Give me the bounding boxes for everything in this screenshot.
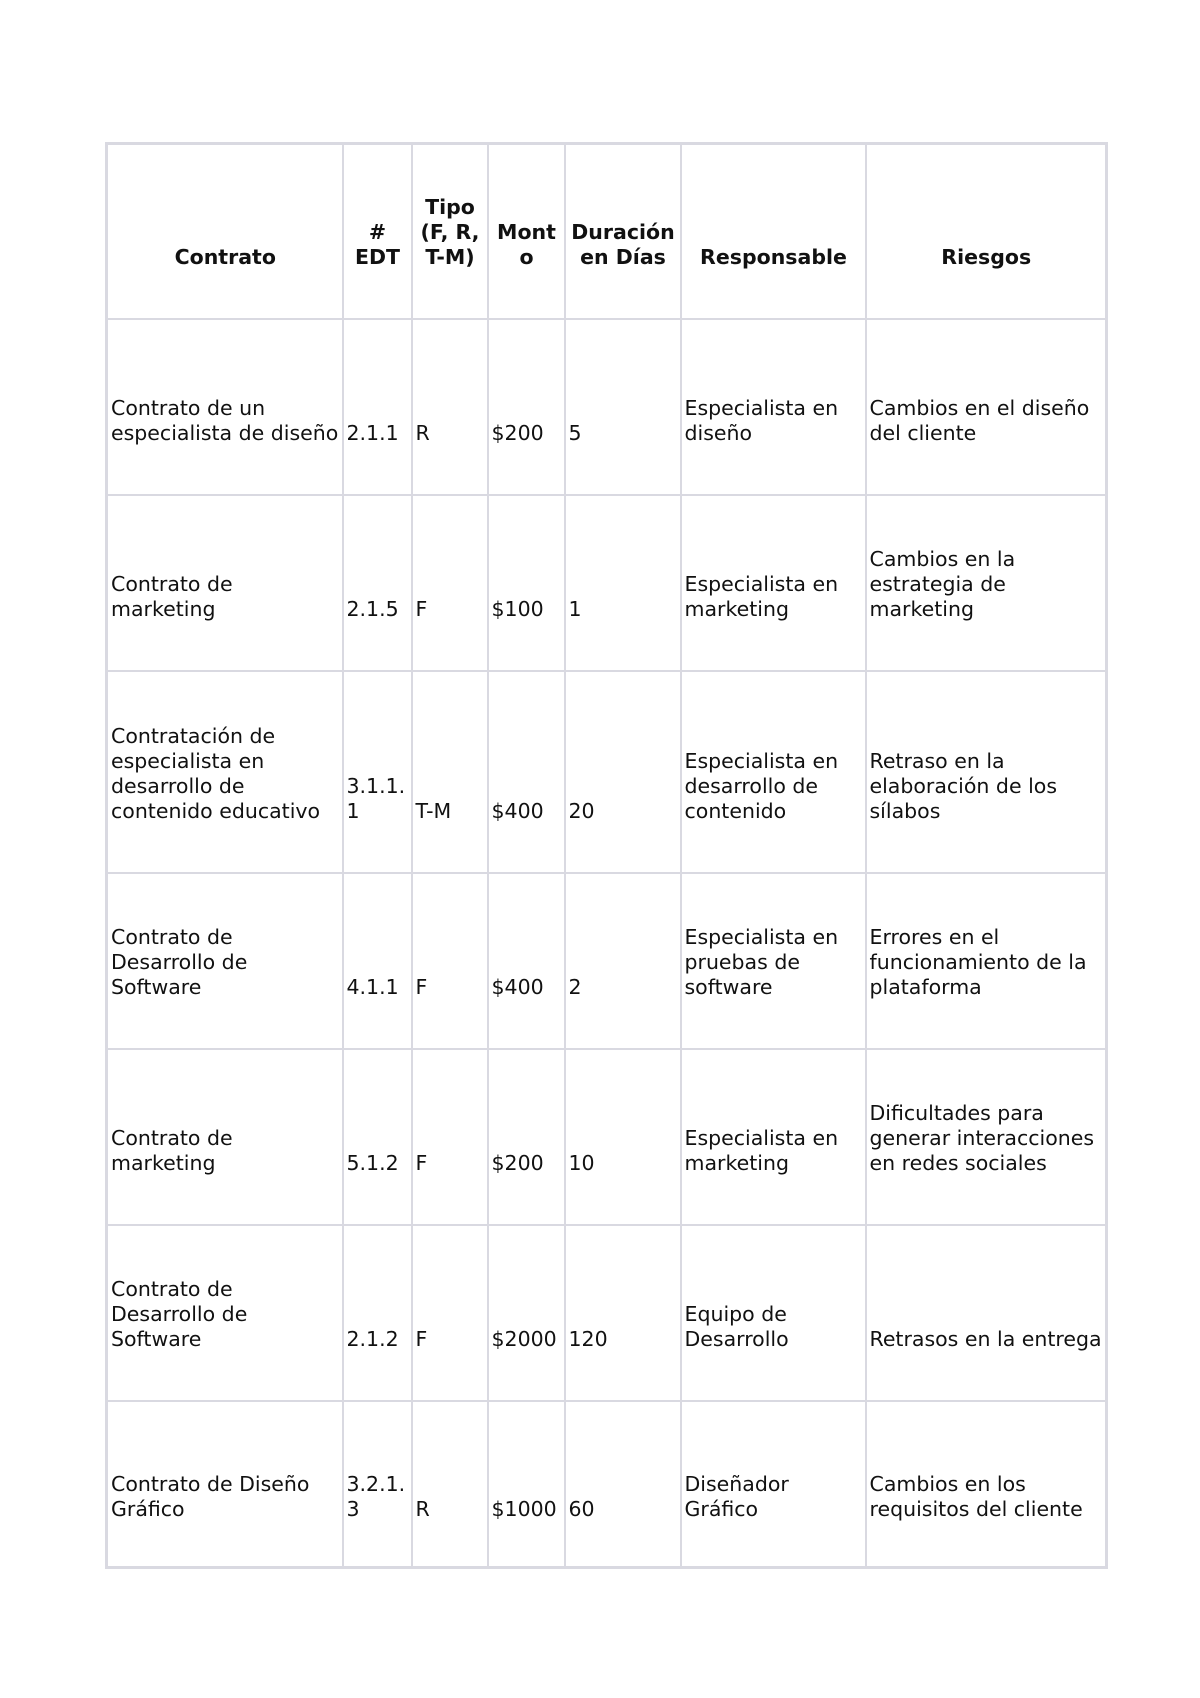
- cell-duracion: 120: [565, 1225, 681, 1401]
- cell-edt: 3.1.1.1: [343, 671, 412, 873]
- cell-edt: 2.1.5: [343, 495, 412, 671]
- cell-monto: $200: [488, 319, 565, 495]
- cell-tipo: F: [412, 1225, 488, 1401]
- cell-contrato: Contrato de Desarrollo de Software: [107, 1225, 343, 1401]
- cell-duracion: 1: [565, 495, 681, 671]
- header-row: [107, 144, 1107, 320]
- cell-contrato: Contrato de Diseño Gráfico: [107, 1401, 343, 1568]
- cell-contrato: Contrato de un especialista de diseño: [107, 319, 343, 495]
- cell-responsable: Equipo de Desarrollo: [681, 1225, 866, 1401]
- cell-tipo: T-M: [412, 671, 488, 873]
- cell-responsable: Diseñador Gráfico: [681, 1401, 866, 1568]
- cell-riesgos: Retrasos en la entrega: [866, 1225, 1107, 1401]
- table-row: [107, 319, 1107, 495]
- cell-tipo: F: [412, 1049, 488, 1225]
- cell-duracion: 10: [565, 1049, 681, 1225]
- cell-riesgos: Cambios en la estrategia de marketing: [866, 495, 1107, 671]
- cell-edt: 4.1.1: [343, 873, 412, 1049]
- cell-contrato: Contratación de especialista en desarrollo de contenido educativo: [107, 671, 343, 873]
- cell-monto: $400: [488, 873, 565, 1049]
- table-row: [107, 873, 1107, 1049]
- cell-riesgos: Cambios en los requisitos del cliente: [866, 1401, 1107, 1568]
- cell-edt: 2.1.1: [343, 319, 412, 495]
- cell-duracion: 60: [565, 1401, 681, 1568]
- cell-contrato: Contrato de marketing: [107, 495, 343, 671]
- cell-edt: 2.1.2: [343, 1225, 412, 1401]
- cell-duracion: 2: [565, 873, 681, 1049]
- cell-monto: $1000: [488, 1401, 565, 1568]
- cell-tipo: R: [412, 1401, 488, 1568]
- cell-tipo: R: [412, 319, 488, 495]
- cell-monto: $400: [488, 671, 565, 873]
- cell-responsable: Especialista en marketing: [681, 495, 866, 671]
- cell-responsable: Especialista en diseño: [681, 319, 866, 495]
- table-row: [107, 495, 1107, 671]
- header-duracion: Duración en Días: [565, 144, 681, 320]
- table-row: [107, 1225, 1107, 1401]
- cell-monto: $2000: [488, 1225, 565, 1401]
- cell-responsable: Especialista en marketing: [681, 1049, 866, 1225]
- cell-responsable: Especialista en pruebas de software: [681, 873, 866, 1049]
- header-edt: # EDT: [343, 144, 412, 320]
- cell-monto: $100: [488, 495, 565, 671]
- cell-contrato: Contrato de marketing: [107, 1049, 343, 1225]
- cell-edt: 5.1.2: [343, 1049, 412, 1225]
- cell-riesgos: Retraso en la elaboración de los sílabos: [866, 671, 1107, 873]
- contracts-table: [105, 142, 1108, 1569]
- cell-responsable: Especialista en desarrollo de contenido: [681, 671, 866, 873]
- header-contrato: Contrato: [107, 144, 343, 320]
- cell-riesgos: Errores en el funcionamiento de la plataforma: [866, 873, 1107, 1049]
- cell-monto: $200: [488, 1049, 565, 1225]
- cell-duracion: 5: [565, 319, 681, 495]
- header-tipo: Tipo (F, R, T-M): [412, 144, 488, 320]
- cell-duracion: 20: [565, 671, 681, 873]
- header-monto: Mont o: [488, 144, 565, 320]
- cell-riesgos: Dificultades para generar interacciones en redes sociales: [866, 1049, 1107, 1225]
- table-row: [107, 1401, 1107, 1568]
- cell-tipo: F: [412, 873, 488, 1049]
- cell-tipo: F: [412, 495, 488, 671]
- header-riesgos: Riesgos: [866, 144, 1107, 320]
- cell-riesgos: Cambios en el diseño del cliente: [866, 319, 1107, 495]
- table-row: [107, 1049, 1107, 1225]
- header-responsable: Responsable: [681, 144, 866, 320]
- cell-contrato: Contrato de Desarrollo de Software: [107, 873, 343, 1049]
- cell-edt: 3.2.1.3: [343, 1401, 412, 1568]
- table-row: [107, 671, 1107, 873]
